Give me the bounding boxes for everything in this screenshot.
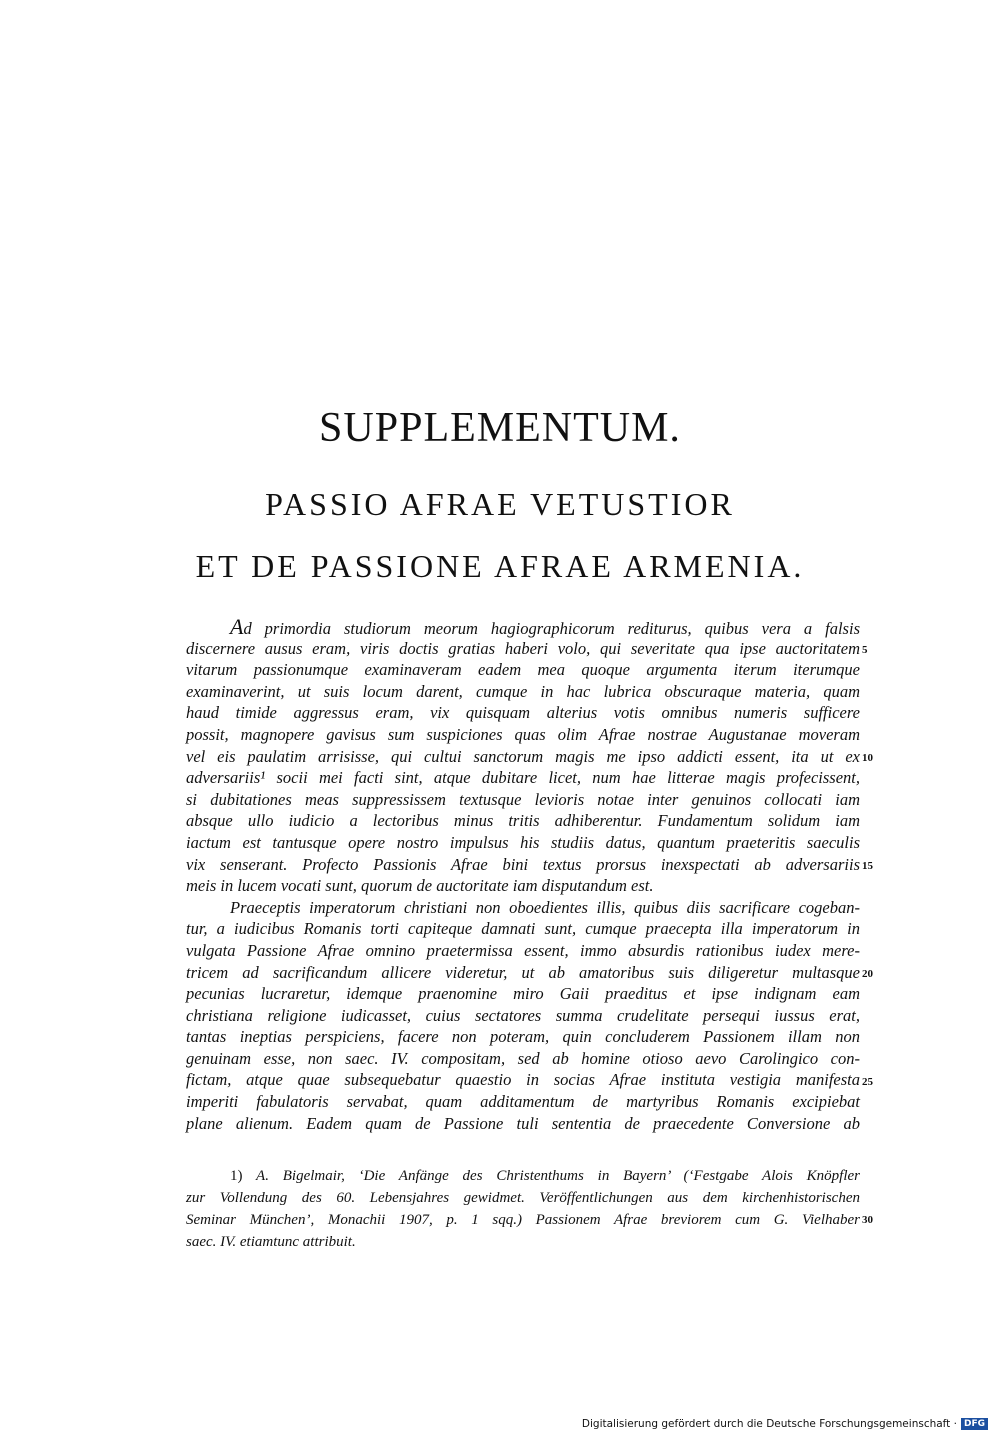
- line-number: 5: [862, 644, 868, 656]
- text-line: vulgata Passione Afrae omnino praetermissa essent, immo absurdis rationibus iudex mere-: [186, 940, 860, 960]
- initial-letter: A: [230, 614, 244, 639]
- text-line: possit, magnopere gavisus sum suspiciones quas olim Afrae nostrae Augustanae moveram: [186, 724, 860, 744]
- text-line: adversariis¹ socii mei facti sint, atque dubitare licet, num hae litterae magis profecissent,: [186, 768, 860, 788]
- line-number: 20: [862, 968, 873, 980]
- text-line: pecunias lucraretur, idemque praenomine miro Gaii praeditus et ipse indignam eam: [186, 984, 860, 1004]
- text-line: Praeceptis imperatorum christiani non oboedientes illis, quibus diis sacrificare cogeban-: [230, 897, 860, 917]
- text-line: Ad primordia studiorum meorum hagiographicorum rediturus, quibus vera a falsis: [230, 614, 860, 639]
- text-line: imperiti fabulatoris servabat, quam additamentum de martyribus Romanis excipiebat: [186, 1092, 860, 1112]
- text-line: vix senserant. Profecto Passionis Afrae bini textus prorsus inexspectati ab adversariis: [186, 854, 860, 874]
- text-line: tricem ad sacrificandum allicere videretur, ut ab amatoribus suis diligeretur multasque: [186, 962, 860, 982]
- footnote-line: Seminar München’, Monachii 1907, p. 1 sqq.) Passionem Afrae breviorem cum G. Vielhaber: [186, 1212, 860, 1228]
- text-line: genuinam esse, non saec. IV. compositam, sed ab homine otioso aevo Carolingico con-: [186, 1048, 860, 1068]
- subtitle-2: ET DE PASSIONE AFRAE ARMENIA.: [195, 548, 805, 584]
- text-line: discernere ausus eram, viris doctis gratias haberi volo, qui severitate qua ipse auctoritatem: [186, 638, 860, 658]
- text-line: christiana religione iudicasset, cuius sectatores summa crudelitate persequi iussus erat,: [186, 1005, 860, 1025]
- text-line: si dubitationes meas suppressissem textusque levioris notae inter genuinos collocati iam: [186, 789, 860, 809]
- text-line: meis in lucem vocati sunt, quorum de auctoritate iam disputandum est.: [186, 876, 654, 896]
- footnote-mark: 1): [230, 1168, 243, 1184]
- line-number: 25: [862, 1076, 873, 1088]
- credit-text: Digitalisierung gefördert durch die Deutsche Forschungsgemeinschaft ·: [581, 1418, 957, 1430]
- text-line: absque ullo iudicio a lectoribus minus tritis adhiberentur. Fundamentum solidum iam: [186, 811, 860, 831]
- text-line: haud timide aggressus eram, vix quisquam alterius votis omnibus numeris sufficere: [186, 703, 860, 723]
- line-number: 15: [862, 860, 873, 872]
- footnote: [186, 1165, 860, 1253]
- text-line: tur, a iudicibus Romanis torti capiteque damnati sunt, cumque praecepta illa imperatorum in: [186, 919, 860, 939]
- dfg-logo: DFG: [961, 1418, 988, 1430]
- line-number: 30: [862, 1214, 873, 1226]
- text-line: tantas ineptias perspiciens, facere non poteram, quin concluderem Passionem illam non: [186, 1027, 860, 1047]
- page-title: SUPPLEMENTUM.: [319, 405, 681, 451]
- subtitle-1: PASSIO AFRAE VETUSTIOR: [265, 486, 735, 522]
- text-line: iactum est tantusque opere nostro impulsus his studiis datus, quantum praeteritis saeculis: [186, 832, 860, 852]
- text-line: fictam, atque quae subsequebatur quaestio in socias Afrae instituta vestigia manifesta: [186, 1070, 860, 1090]
- digitization-credit: [582, 1418, 988, 1430]
- main-text: [186, 616, 860, 1134]
- footnote-line: saec. IV. etiamtunc attribuit.: [186, 1234, 356, 1250]
- footnote-line: 1) A. Bigelmair, ‘Die Anfänge des Christenthums in Bayern’ (‘Festgabe Alois Knöpfler: [230, 1168, 860, 1184]
- text-line: plane alienum. Eadem quam de Passione tuli sententia de praecedente Conversione ab: [186, 1113, 860, 1133]
- text-line: vitarum passionumque examinaveram eadem mea quoque argumenta iterum iterumque: [186, 660, 860, 680]
- line-number: 10: [862, 752, 873, 764]
- text-line: vel eis paulatim arrisisse, qui cultui sanctorum magis me ipso addicti essent, ita ut ex: [186, 746, 860, 766]
- text-line: examinaverint, ut suis locum darent, cumque in hac lubrica obscuraque materia, quam: [186, 681, 860, 701]
- footnote-line: zur Vollendung des 60. Lebensjahres gewidmet. Veröffentlichungen aus dem kirchenhistorischen: [186, 1190, 860, 1206]
